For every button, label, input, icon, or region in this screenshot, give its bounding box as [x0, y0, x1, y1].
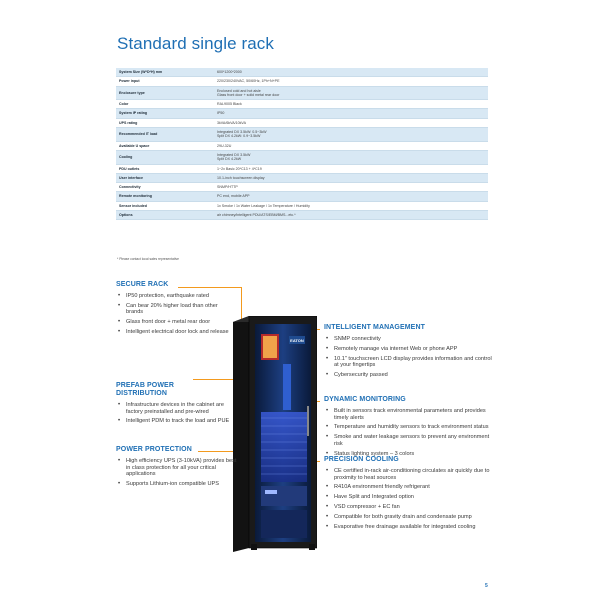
bullet-item [116, 418, 236, 425]
bullet-icon: • [326, 408, 329, 414]
spec-label: UPS rating [116, 118, 214, 127]
bullet-text: Have Split and Integrated option [334, 494, 414, 501]
section-title-power-protection: POWER PROTECTION [116, 446, 192, 453]
precision-cooling-list [324, 468, 500, 530]
section-dynamic-monitoring [324, 396, 494, 460]
spec-value: PC end, mobile APP [214, 192, 488, 201]
bullet-text: Intelligent electrical door lock and release [126, 328, 229, 335]
page-title: Standard single rack [117, 34, 274, 53]
bullet-text: CE certified in-rack air-conditioning circulates air quickly due to proximity to heat sources [334, 468, 490, 481]
bullet-text: Intelligent PDM to track the load and PUE [126, 418, 230, 425]
bullet-icon: • [118, 480, 121, 487]
bullet-item [324, 434, 494, 447]
section-title-prefab-power [116, 382, 236, 398]
bullet-icon: • [326, 494, 329, 501]
bullet-text: Infrastructure devices in the cabinet are factory preinstalled and pre-wired [126, 402, 224, 415]
bullet-icon: • [326, 434, 329, 441]
spec-label: Power input [116, 77, 214, 86]
spec-row [116, 86, 488, 100]
rack-illustration [233, 316, 317, 552]
bullet-text: Built in sensors track environmental parameters and provides timely alerts [334, 408, 486, 421]
bullet-icon: • [118, 418, 121, 425]
bullet-icon: • [118, 458, 121, 464]
spec-row [116, 141, 488, 150]
spec-row [116, 211, 488, 220]
bullet-item [324, 356, 494, 369]
spec-label: Cooling [116, 150, 214, 164]
spec-value: SNMP/HTTP [214, 183, 488, 192]
bullet-item [324, 524, 500, 531]
bullet-item [116, 303, 236, 316]
section-prefab-power [116, 382, 236, 428]
bullet-icon: • [118, 293, 121, 299]
bullet-icon: • [326, 523, 329, 530]
section-title-precision-cooling: PRECISION COOLING [324, 456, 399, 463]
spec-value: 600*1200*2000 [214, 68, 488, 77]
spec-label: Options [116, 211, 214, 220]
section-title-secure-rack: SECURE RACK [116, 281, 169, 288]
dynamic-monitoring-list [324, 408, 494, 457]
bullet-icon: • [326, 450, 329, 457]
section-title-dynamic-monitoring: DYNAMIC MONITORING [324, 396, 406, 403]
bullet-item [116, 293, 236, 300]
section-power-protection [116, 446, 240, 491]
spec-value: IP50 [214, 109, 488, 118]
spec-row [116, 109, 488, 118]
spec-footnote: * Please contact local sales representative [117, 257, 179, 261]
spec-row [116, 183, 488, 192]
spec-value: 220/230/240VAC, 50/60Hz, 1Ph+N+PE [214, 77, 488, 86]
bullet-text: High efficiency UPS (3-10kVA) provides best in class protection for all your critical applications [126, 458, 237, 478]
bullet-text: Temperature and humidity sensors to track environment status [334, 424, 489, 431]
bullet-icon: • [326, 468, 329, 474]
bullet-icon: • [326, 345, 329, 352]
bullet-item [116, 458, 240, 478]
bullet-item [324, 484, 500, 491]
rack-svg [233, 316, 317, 552]
bullet-item [324, 408, 494, 421]
spec-label: Color [116, 100, 214, 109]
bullet-text: IP50 protection, earthquake rated [126, 293, 210, 299]
spec-label: System Size (W*D*H) mm [116, 68, 214, 77]
spec-label: Connectivity [116, 183, 214, 192]
spec-row [116, 192, 488, 201]
section-title-prefab-line2: DISTRIBUTION [116, 390, 167, 397]
spec-row [116, 173, 488, 182]
spec-label: Enclosure type [116, 86, 214, 100]
bullet-item [324, 514, 500, 521]
bullet-text: SNMP connectivity [334, 336, 381, 342]
bullet-icon: • [118, 302, 121, 309]
bullet-text: Smoke and water leakage sensors to prevent any environment risk [334, 434, 490, 447]
bullet-icon: • [326, 355, 329, 362]
section-secure-rack [116, 281, 236, 339]
bullet-text: Can bear 20% higher load than other brands [126, 302, 218, 316]
bullet-text: VSD compressor + EC fan [334, 503, 400, 510]
bullet-text: Status lighting system – 3 colors [334, 450, 415, 457]
section-precision-cooling [324, 456, 500, 533]
spec-row [116, 68, 488, 77]
spec-value: 1x Smoke / 1x Water Leakage / 1x Temperature / Humidity [214, 201, 488, 210]
spec-value: Enclosed cold and hot aisle Glass front door + solid metal rear door [214, 86, 488, 100]
bullet-icon: • [326, 424, 329, 431]
bullet-icon: • [326, 371, 329, 378]
section-title-prefab-line1: PREFAB POWER [116, 382, 174, 389]
bullet-text: 10.1" touchscreen LCD display provides information and control at your fingertips [334, 355, 492, 369]
spec-row [116, 201, 488, 210]
bullet-item [116, 329, 236, 336]
spec-label: PDU outlets [116, 164, 214, 173]
spec-row [116, 77, 488, 86]
bullet-icon: • [118, 328, 121, 335]
bullet-text: Supports Lithium-ion compatible UPS [126, 480, 219, 487]
page-number: 5 [485, 583, 488, 589]
spec-row [116, 100, 488, 109]
bullet-item [324, 424, 494, 431]
bullet-item [324, 346, 494, 353]
secure-rack-list [116, 293, 236, 336]
bullet-item [116, 402, 236, 415]
bullet-text: R410A environment friendly refrigerant [334, 484, 430, 491]
prefab-power-list [116, 402, 236, 425]
spec-value: 3kVA/6kVA/10kVA [214, 118, 488, 127]
bullet-item [324, 504, 500, 511]
spec-row [116, 150, 488, 164]
spec-row [116, 128, 488, 142]
spec-row [116, 118, 488, 127]
bullet-text: Evaporative free drainage available for integrated cooling [334, 523, 476, 530]
spec-label: Remote monitoring [116, 192, 214, 201]
spec-value: 29U-32U [214, 141, 488, 150]
spec-value: RAL9005 Black [214, 100, 488, 109]
spec-value: air chimney/intelligent PDU/ATS/EBM/BMS...etc.* [214, 211, 488, 220]
bullet-icon: • [118, 319, 121, 326]
spec-value: 10.1-inch touchscreen display [214, 173, 488, 182]
intelligent-management-list [324, 336, 494, 379]
bullet-icon: • [326, 513, 329, 520]
spec-label: Recommended IT load [116, 128, 214, 142]
spec-label: User interface [116, 173, 214, 182]
bullet-item [116, 481, 240, 488]
bullet-icon: • [326, 503, 329, 510]
bullet-text: Compatible for both gravity drain and condensate pump [334, 513, 472, 520]
section-intelligent-management [324, 324, 494, 382]
bullet-item [324, 336, 494, 343]
spec-value: Integrated DX 3.5kW: 0.5~3kW Split DX 4.2kW: 0.9~3.5kW [214, 128, 488, 142]
spec-value: Integrated DX 3.5kW Split DX 4.2kW [214, 150, 488, 164]
spec-label: Available U space [116, 141, 214, 150]
bullet-text: Cybersecurity passed [334, 371, 388, 378]
bullet-icon: • [326, 336, 329, 342]
rack-brand-label: EATON [290, 338, 304, 343]
section-title-intelligent-management: INTELLIGENT MANAGEMENT [324, 324, 425, 331]
bullet-text: Glass front door + metal rear door [126, 319, 211, 326]
bullet-item [324, 372, 494, 379]
spec-table [116, 68, 488, 220]
spec-label: Sensor included [116, 201, 214, 210]
spec-row [116, 164, 488, 173]
bullet-icon: • [326, 484, 329, 491]
power-protection-list [116, 458, 240, 488]
bullet-item [324, 494, 500, 501]
bullet-text: Remotely manage via internet Web or phone APP [334, 345, 458, 352]
spec-label: System IP rating [116, 109, 214, 118]
bullet-item [324, 468, 500, 481]
spec-value: 1~2x Basic 20*C13 + 4*C19 [214, 164, 488, 173]
bullet-item [116, 319, 236, 326]
bullet-icon: • [118, 402, 121, 408]
